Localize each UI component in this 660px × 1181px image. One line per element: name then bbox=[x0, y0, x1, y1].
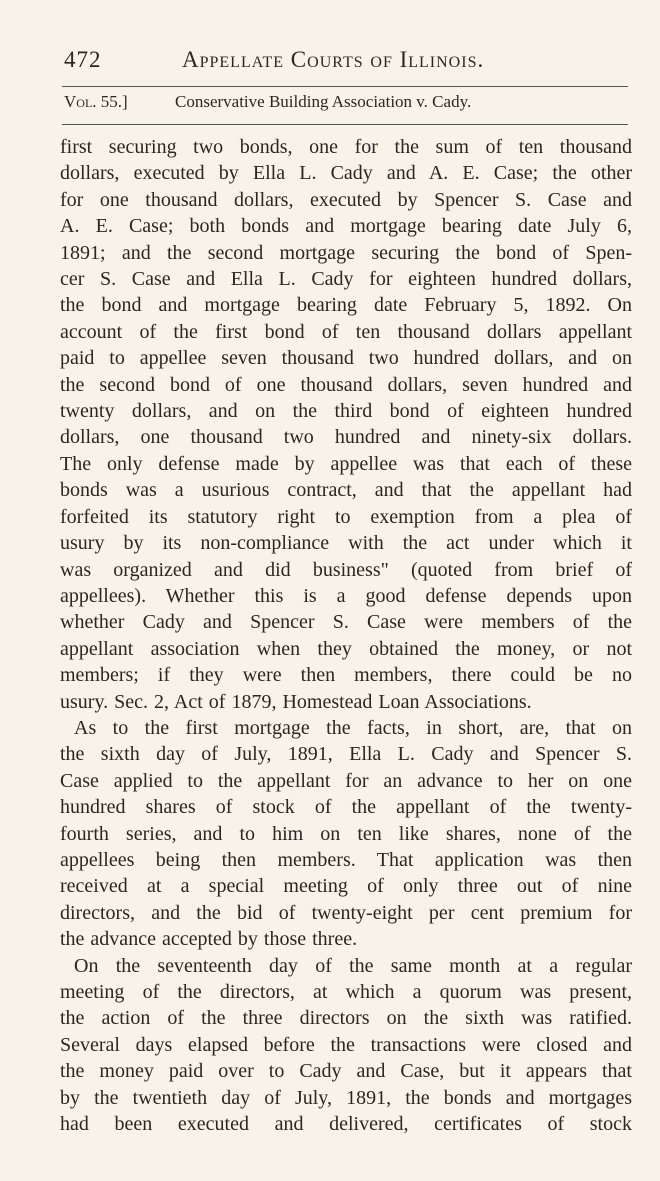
text-line: the second bond of one thousand dollars, seven hundred and bbox=[60, 373, 632, 396]
text-line: the sixth day of July, 1891, Ella L. Cady and Spencer S. bbox=[60, 743, 632, 766]
text-line: the action of the three directors on the sixth was ratified. bbox=[60, 1007, 632, 1030]
text-line: appellees being then members. That application was then bbox=[60, 848, 632, 871]
text-line: bonds was a usurious contract, and that the appellant had bbox=[60, 479, 632, 502]
running-title: Appellate Courts of Illinois. bbox=[182, 47, 485, 72]
text-line: cer S. Case and Ella L. Cady for eighteen hundred dollars, bbox=[60, 268, 632, 291]
text-line: for one thousand dollars, executed by Spencer S. Case and bbox=[60, 188, 632, 211]
text-line: appellant association when they obtained the money, or not bbox=[60, 637, 632, 660]
text-line: the advance accepted by those three. bbox=[60, 928, 358, 951]
text-line: hundred shares of stock of the appellant of the twenty- bbox=[60, 796, 632, 819]
text-line: twenty dollars, and on the third bond of eighteen hundred bbox=[60, 400, 632, 423]
text-line: had been executed and delivered, certificates of stock bbox=[60, 1113, 632, 1136]
text-line: by the twentieth day of July, 1891, the bonds and mortgages bbox=[60, 1086, 632, 1109]
text-line: dollars, one thousand two hundred and ninety-six dollars. bbox=[60, 426, 632, 449]
text-line: directors, and the bid of twenty-eight per cent premium for bbox=[60, 901, 632, 924]
text-line: Case applied to the appellant for an advance to her on one bbox=[60, 769, 632, 792]
text-line: usury by its non-compliance with the act under which it bbox=[60, 532, 632, 555]
text-line: usury. Sec. 2, Act of 1879, Homestead Loan Associations. bbox=[60, 690, 532, 713]
text-line: received at a special meeting of only three out of nine bbox=[60, 875, 632, 898]
page-number: 472 bbox=[64, 47, 102, 72]
text-line: forfeited its statutory right to exemption from a plea of bbox=[60, 505, 632, 528]
text-line: 1891; and the second mortgage securing the bond of Spen- bbox=[60, 241, 632, 264]
text-line: As to the first mortgage the facts, in short, are, that on bbox=[74, 716, 632, 739]
header-rule-bottom bbox=[62, 124, 628, 125]
running-head bbox=[64, 47, 532, 77]
text-line: appellees). Whether this is a good defense depends upon bbox=[60, 584, 632, 607]
text-line: On the seventeenth day of the same month at a regular bbox=[74, 954, 632, 977]
case-line bbox=[64, 92, 620, 116]
text-line: paid to appellee seven thousand two hundred dollars, and on bbox=[60, 347, 632, 370]
text-line: account of the first bond of ten thousand dollars appellant bbox=[60, 320, 632, 343]
text-line: Several days elapsed before the transactions were closed and bbox=[60, 1033, 632, 1056]
volume-label: Vol. 55.] bbox=[64, 92, 128, 111]
text-line: The only defense made by appellee was that each of these bbox=[60, 452, 632, 475]
text-line: the money paid over to Cady and Case, but it appears that bbox=[60, 1060, 632, 1083]
header-rule-top bbox=[62, 86, 628, 87]
text-line: A. E. Case; both bonds and mortgage bearing date July 6, bbox=[60, 215, 632, 238]
text-line: members; if they were then members, there could be no bbox=[60, 664, 632, 687]
text-line: dollars, executed by Ella L. Cady and A. E. Case; the other bbox=[60, 162, 632, 185]
body-text bbox=[60, 134, 632, 1137]
text-line: first securing two bonds, one for the sum of ten thousand bbox=[60, 136, 632, 158]
text-line: was organized and did business" (quoted from brief of bbox=[60, 558, 632, 581]
text-line: fourth series, and to him on ten like shares, none of the bbox=[60, 822, 632, 845]
text-line: the bond and mortgage bearing date February 5, 1892. On bbox=[60, 294, 632, 317]
text-line: whether Cady and Spencer S. Case were members of the bbox=[60, 611, 632, 634]
case-title: Conservative Building Association v. Cady. bbox=[175, 92, 472, 111]
text-line: meeting of the directors, at which a quorum was present, bbox=[60, 981, 632, 1003]
